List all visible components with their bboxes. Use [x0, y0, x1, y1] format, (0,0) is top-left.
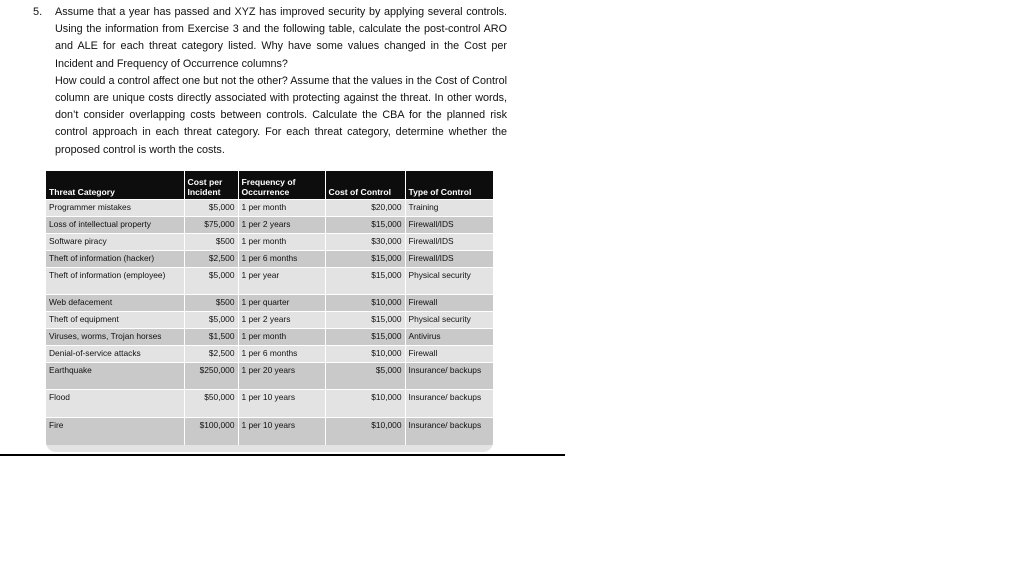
cell-cost-per-incident: $5,000	[184, 312, 238, 329]
cell-type-of-control: Insurance/ backups	[405, 390, 493, 418]
cell-cost-of-control: $15,000	[325, 251, 405, 268]
cell-threat-category: Fire	[46, 418, 184, 446]
cell-frequency: 1 per 2 years	[238, 312, 325, 329]
cell-cost-per-incident: $500	[184, 295, 238, 312]
cell-cost-of-control: $15,000	[325, 312, 405, 329]
cell-frequency: 1 per 6 months	[238, 251, 325, 268]
table-row	[46, 346, 493, 363]
cell-cost-per-incident: $1,500	[184, 329, 238, 346]
cell-cost-of-control: $15,000	[325, 329, 405, 346]
cell-cost-of-control: $20,000	[325, 200, 405, 217]
header-type-of-control: Type of Control	[405, 171, 493, 200]
cell-cost-of-control: $10,000	[325, 390, 405, 418]
cell-threat-category: Viruses, worms, Trojan horses	[46, 329, 184, 346]
cell-threat-category: Theft of information (hacker)	[46, 251, 184, 268]
cell-type-of-control: Firewall/IDS	[405, 217, 493, 234]
cell-frequency: 1 per month	[238, 329, 325, 346]
cell-threat-category: Flood	[46, 390, 184, 418]
cell-threat-category: Theft of information (employee)	[46, 268, 184, 295]
cell-threat-category: Earthquake	[46, 363, 184, 390]
cell-cost-per-incident: $2,500	[184, 346, 238, 363]
cell-threat-category: Denial-of-service attacks	[46, 346, 184, 363]
header-cost-per-incident: Cost per Incident	[184, 171, 238, 200]
threat-table-container	[46, 171, 493, 452]
table-row	[46, 200, 493, 217]
cell-cost-per-incident: $500	[184, 234, 238, 251]
cell-cost-of-control: $15,000	[325, 217, 405, 234]
table-row	[46, 217, 493, 234]
cell-type-of-control: Firewall/IDS	[405, 234, 493, 251]
cell-cost-per-incident: $100,000	[184, 418, 238, 446]
table-row	[46, 234, 493, 251]
question-paragraph-1: Assume that a year has passed and XYZ has improved security by applying several controls. Using the information from Exercise 3 and the following table, calculate the post-control ARO and ALE for each threat category listed. Why have some values changed in the Cost per Incident and Frequency of Occurrence columns?	[55, 6, 507, 70]
cell-type-of-control: Insurance/ backups	[405, 418, 493, 446]
cell-frequency: 1 per 10 years	[238, 418, 325, 446]
cell-type-of-control: Training	[405, 200, 493, 217]
cell-frequency: 1 per 10 years	[238, 390, 325, 418]
cell-threat-category: Theft of equipment	[46, 312, 184, 329]
table-row	[46, 390, 493, 418]
cell-frequency: 1 per 20 years	[238, 363, 325, 390]
cell-frequency: 1 per quarter	[238, 295, 325, 312]
cell-threat-category: Software piracy	[46, 234, 184, 251]
header-threat-category: Threat Category	[46, 171, 184, 200]
cell-frequency: 1 per year	[238, 268, 325, 295]
cell-threat-category: Programmer mistakes	[46, 200, 184, 217]
table-row	[46, 295, 493, 312]
cell-cost-per-incident: $50,000	[184, 390, 238, 418]
table-header-row	[46, 171, 493, 200]
cell-frequency: 1 per month	[238, 200, 325, 217]
cell-cost-of-control: $30,000	[325, 234, 405, 251]
threat-table	[46, 171, 493, 445]
header-cost-of-control: Cost of Control	[325, 171, 405, 200]
header-frequency: Frequency of Occurrence	[238, 171, 325, 200]
cell-cost-of-control: $5,000	[325, 363, 405, 390]
question-text	[55, 4, 507, 159]
cell-cost-of-control: $10,000	[325, 346, 405, 363]
cell-type-of-control: Physical security	[405, 312, 493, 329]
cell-type-of-control: Antivirus	[405, 329, 493, 346]
question-paragraph-2: How could a control affect one but not the other? Assume that the values in the Cost of Control column are unique costs directly associated with protecting against the threat. In other words, don’t consider overlapping costs between controls. Calculate the CBA for the planned risk control approach in each threat category. For each threat category, determine whether the proposed control is worth the costs.	[55, 74, 507, 156]
table-row	[46, 312, 493, 329]
table-row	[46, 329, 493, 346]
cell-cost-per-incident: $2,500	[184, 251, 238, 268]
cell-cost-of-control: $15,000	[325, 268, 405, 295]
cell-cost-per-incident: $5,000	[184, 200, 238, 217]
cell-type-of-control: Firewall	[405, 346, 493, 363]
cell-cost-per-incident: $5,000	[184, 268, 238, 295]
table-row	[46, 251, 493, 268]
cell-threat-category: Loss of intellectual property	[46, 217, 184, 234]
cell-type-of-control: Physical security	[405, 268, 493, 295]
cell-frequency: 1 per 2 years	[238, 217, 325, 234]
cell-cost-per-incident: $75,000	[184, 217, 238, 234]
cell-frequency: 1 per 6 months	[238, 346, 325, 363]
bottom-divider	[0, 454, 565, 456]
document-page	[0, 0, 565, 456]
question-number: 5.	[33, 6, 43, 18]
table-row	[46, 363, 493, 390]
cell-cost-of-control: $10,000	[325, 418, 405, 446]
cell-threat-category: Web defacement	[46, 295, 184, 312]
cell-type-of-control: Firewall	[405, 295, 493, 312]
cell-cost-per-incident: $250,000	[184, 363, 238, 390]
cell-type-of-control: Insurance/ backups	[405, 363, 493, 390]
table-row	[46, 268, 493, 295]
table-row	[46, 418, 493, 446]
cell-cost-of-control: $10,000	[325, 295, 405, 312]
cell-frequency: 1 per month	[238, 234, 325, 251]
cell-type-of-control: Firewall/IDS	[405, 251, 493, 268]
